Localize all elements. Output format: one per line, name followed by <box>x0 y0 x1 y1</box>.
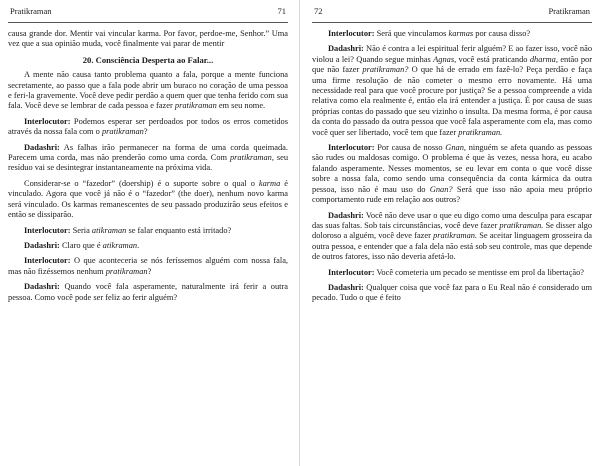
paragraph: causa grande dor. Mentir vai vincular karma. Por favor, perdoe-me, Senhor.” Uma vez que a sua opinião muda, você finalmente vai parar de mentir <box>8 29 288 49</box>
speaker-label: Dadashri: <box>24 282 60 292</box>
running-title: Pratikraman <box>548 6 590 16</box>
speaker-label: Interlocutor: <box>24 225 71 235</box>
running-title: Pratikraman <box>10 6 52 16</box>
right-page <box>312 0 592 466</box>
page-number: 72 <box>314 6 323 16</box>
speaker-label: Interlocutor: <box>328 143 375 153</box>
book-gutter <box>299 0 300 466</box>
left-page-header <box>8 6 288 20</box>
question-paragraph: Interlocutor: Seria atikraman se falar enquanto está irritado? <box>24 225 232 235</box>
paragraph: A mente não causa tanto problema quanto a fala, porque a mente funciona secretamente, ao passo que a fala pode abrir um buraco no coração de uma pessoa e feri-la gravemente. Você deve pedir perdão a quem quer que tenha ferido com sua fala. Você deve se lembrar de cada pessoa e fazer pratikraman em seu nome. <box>8 70 288 111</box>
section-heading: 20. Consciência Desperta ao Falar... <box>82 54 214 65</box>
answer-paragraph: Dadashri: Qualquer coisa que você faz para o Eu Real não é considerado um pecado. Tudo o que é feito <box>312 282 593 303</box>
right-page-body <box>312 29 592 304</box>
answer-paragraph: Dadashri: Você não deve usar o que eu digo como uma desculpa para escapar das suas faltas. Sob tais circunstâncias, você deve fazer pratikraman. Se disser algo doloroso a alguém, você deve fazer pratikraman. Se aceitar linguagem grosseira da outra pessoa, e entender que a fala dela não está sob seu controle, mas que depende de outros fatores, isso não deveria afetá-lo. <box>312 210 593 262</box>
header-divider <box>8 22 288 23</box>
speaker-label: Interlocutor: <box>24 256 71 266</box>
question-paragraph: Interlocutor: O que aconteceria se nós feríssemos alguém com nossa fala, mas não fizéssemos nenhum pratikraman? <box>8 256 289 276</box>
left-page-body <box>8 29 288 303</box>
speaker-label: Interlocutor: <box>24 116 71 126</box>
answer-paragraph: Dadashri: Claro que é atikraman. <box>24 240 140 250</box>
paragraph: Considerar-se o “fazedor” (doership) é o suporte sobre o qual o karma é vinculado. Agora que você já não é o “fazedor” (the doer), nenhum novo karma será vinculado. Os karmas remanescentes de seu passado produzirão seus efeitos e então se dissiparão. <box>8 178 289 220</box>
question-paragraph: Interlocutor: Por causa de nosso Gnan, ninguém se afeta quando as pessoas são rudes ou maldosas comigo. O problema é que às vezes, nessa hora, eu acabo falando asperamente. Nesses momentos, se eu levar em conta o que você disse sobre a nossa fala, como sendo uma consequência da conta kármica da outra pessoa, isso não é mau uso do Gnan? Será que isso não apoia meu próprio comportamento rude em relação aos outros? <box>312 143 593 205</box>
question-paragraph: Interlocutor: Você cometeria um pecado se mentisse em prol da libertação? <box>328 267 584 277</box>
speaker-label: Interlocutor: <box>328 29 375 38</box>
answer-paragraph: Dadashri: As falhas irão permanecer na forma de uma corda queimada. Parecem uma corda, mas não prenderão como uma corda. Com pratikraman, seu resíduo vai se desintegrar instantaneamente na próxima vida. <box>8 142 289 173</box>
speaker-label: Dadashri: <box>328 210 364 220</box>
answer-paragraph: Dadashri: Quando você fala asperamente, naturalmente irá ferir a outra pessoa. Como você pode ser feliz ao ferir alguém? <box>8 282 288 302</box>
speaker-label: Dadashri: <box>24 240 60 250</box>
speaker-label: Dadashri: <box>328 282 364 292</box>
right-page-header <box>312 6 592 20</box>
speaker-label: Dadashri: <box>328 44 364 54</box>
speaker-label: Dadashri: <box>24 142 60 152</box>
left-page <box>8 0 288 466</box>
question-paragraph: Interlocutor: Será que vinculamos karmas por causa disso? <box>328 29 531 38</box>
answer-paragraph: Dadashri: Não é contra a lei espiritual ferir alguém? E ao fazer isso, você não violou a lei? Quando segue minhas Agnas, você está praticando dharma, então por que não fazer pratikraman? O que há de errado em fazê-lo? Peça perdão e faça uma firme resolução de não cometer o mesmo erro novamente. Há uma necessidade real para que você procure por justiça? Se a pessoa compreende a vida relativa como ela realmente é, então ela irá entender a justiça. É por causa de suas próprias contas do passado que seu vizinho o insulta. Da mesma forma, é por causa da conta do passado da outra pessoa que você fala asperamente com ela, mas como você quer ser libertado, você tem que fazer pratikraman. <box>312 44 593 137</box>
speaker-label: Interlocutor: <box>328 267 375 277</box>
question-paragraph: Interlocutor: Podemos esperar ser perdoados por todos os erros cometidos através da nossa fala com o pratikraman? <box>8 116 289 137</box>
header-divider <box>312 22 592 23</box>
page-number: 71 <box>277 6 286 16</box>
